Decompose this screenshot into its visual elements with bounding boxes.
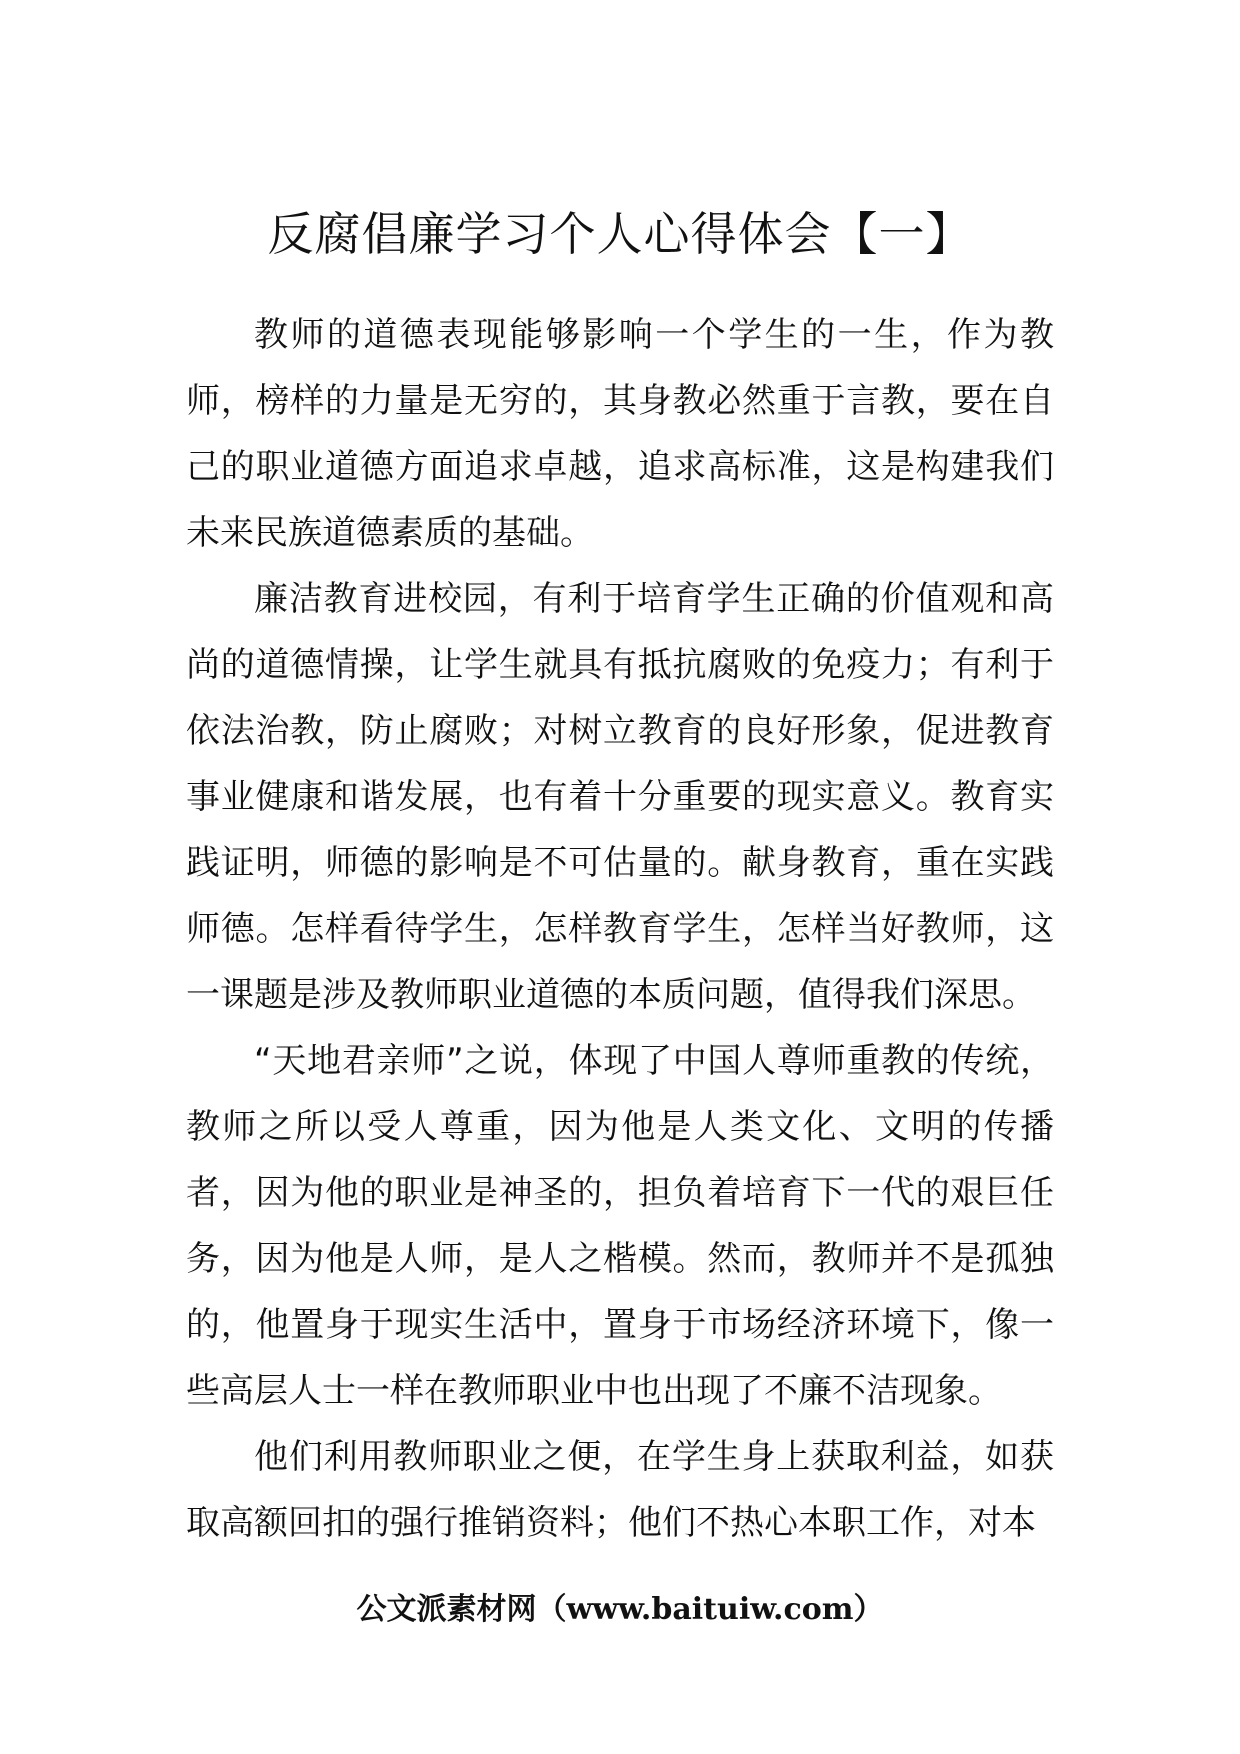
paragraph-1: 教师的道德表现能够影响一个学生的一生，作为教师，榜样的力量是无穷的，其身教必然重于言教，要在自己的职业道德方面追求卓越，追求高标准，这是构建我们未来民族道德素质的基础。: [186, 315, 1054, 553]
page-footer: 公文派素材网（www.baituiw.com）: [356, 1592, 884, 1627]
paragraph-4: 他们利用教师职业之便，在学生身上获取利益，如获取高额回扣的强行推销资料；他们不热心本职工作，对本: [186, 1437, 1054, 1543]
document-body: [186, 302, 1054, 1556]
paragraph-2: 廉洁教育进校园，有利于培育学生正确的价值观和高尚的道德情操，让学生就具有抵抗腐败的免疫力；有利于依法治教，防止腐败；对树立教育的良好形象，促进教育事业健康和谐发展，也有着十分重要的现实意义。教育实践证明，师德的影响是不可估量的。献身教育，重在实践师德。怎样看待学生，怎样教育学生，怎样当好教师，这一课题是涉及教师职业道德的本质问题，值得我们深思。: [186, 579, 1054, 1015]
paragraph-3: “天地君亲师”之说，体现了中国人尊师重教的传统，教师之所以受人尊重，因为他是人类文化、文明的传播者，因为他的职业是神圣的，担负着培育下一代的艰巨任务，因为他是人师，是人之楷模。然而，教师并不是孤独的，他置身于现实生活中，置身于市场经济环境下，像一些高层人士一样在教师职业中也出现了不廉不洁现象。: [186, 1041, 1054, 1411]
document-title: 反腐倡廉学习个人心得体会【一】: [267, 207, 973, 261]
